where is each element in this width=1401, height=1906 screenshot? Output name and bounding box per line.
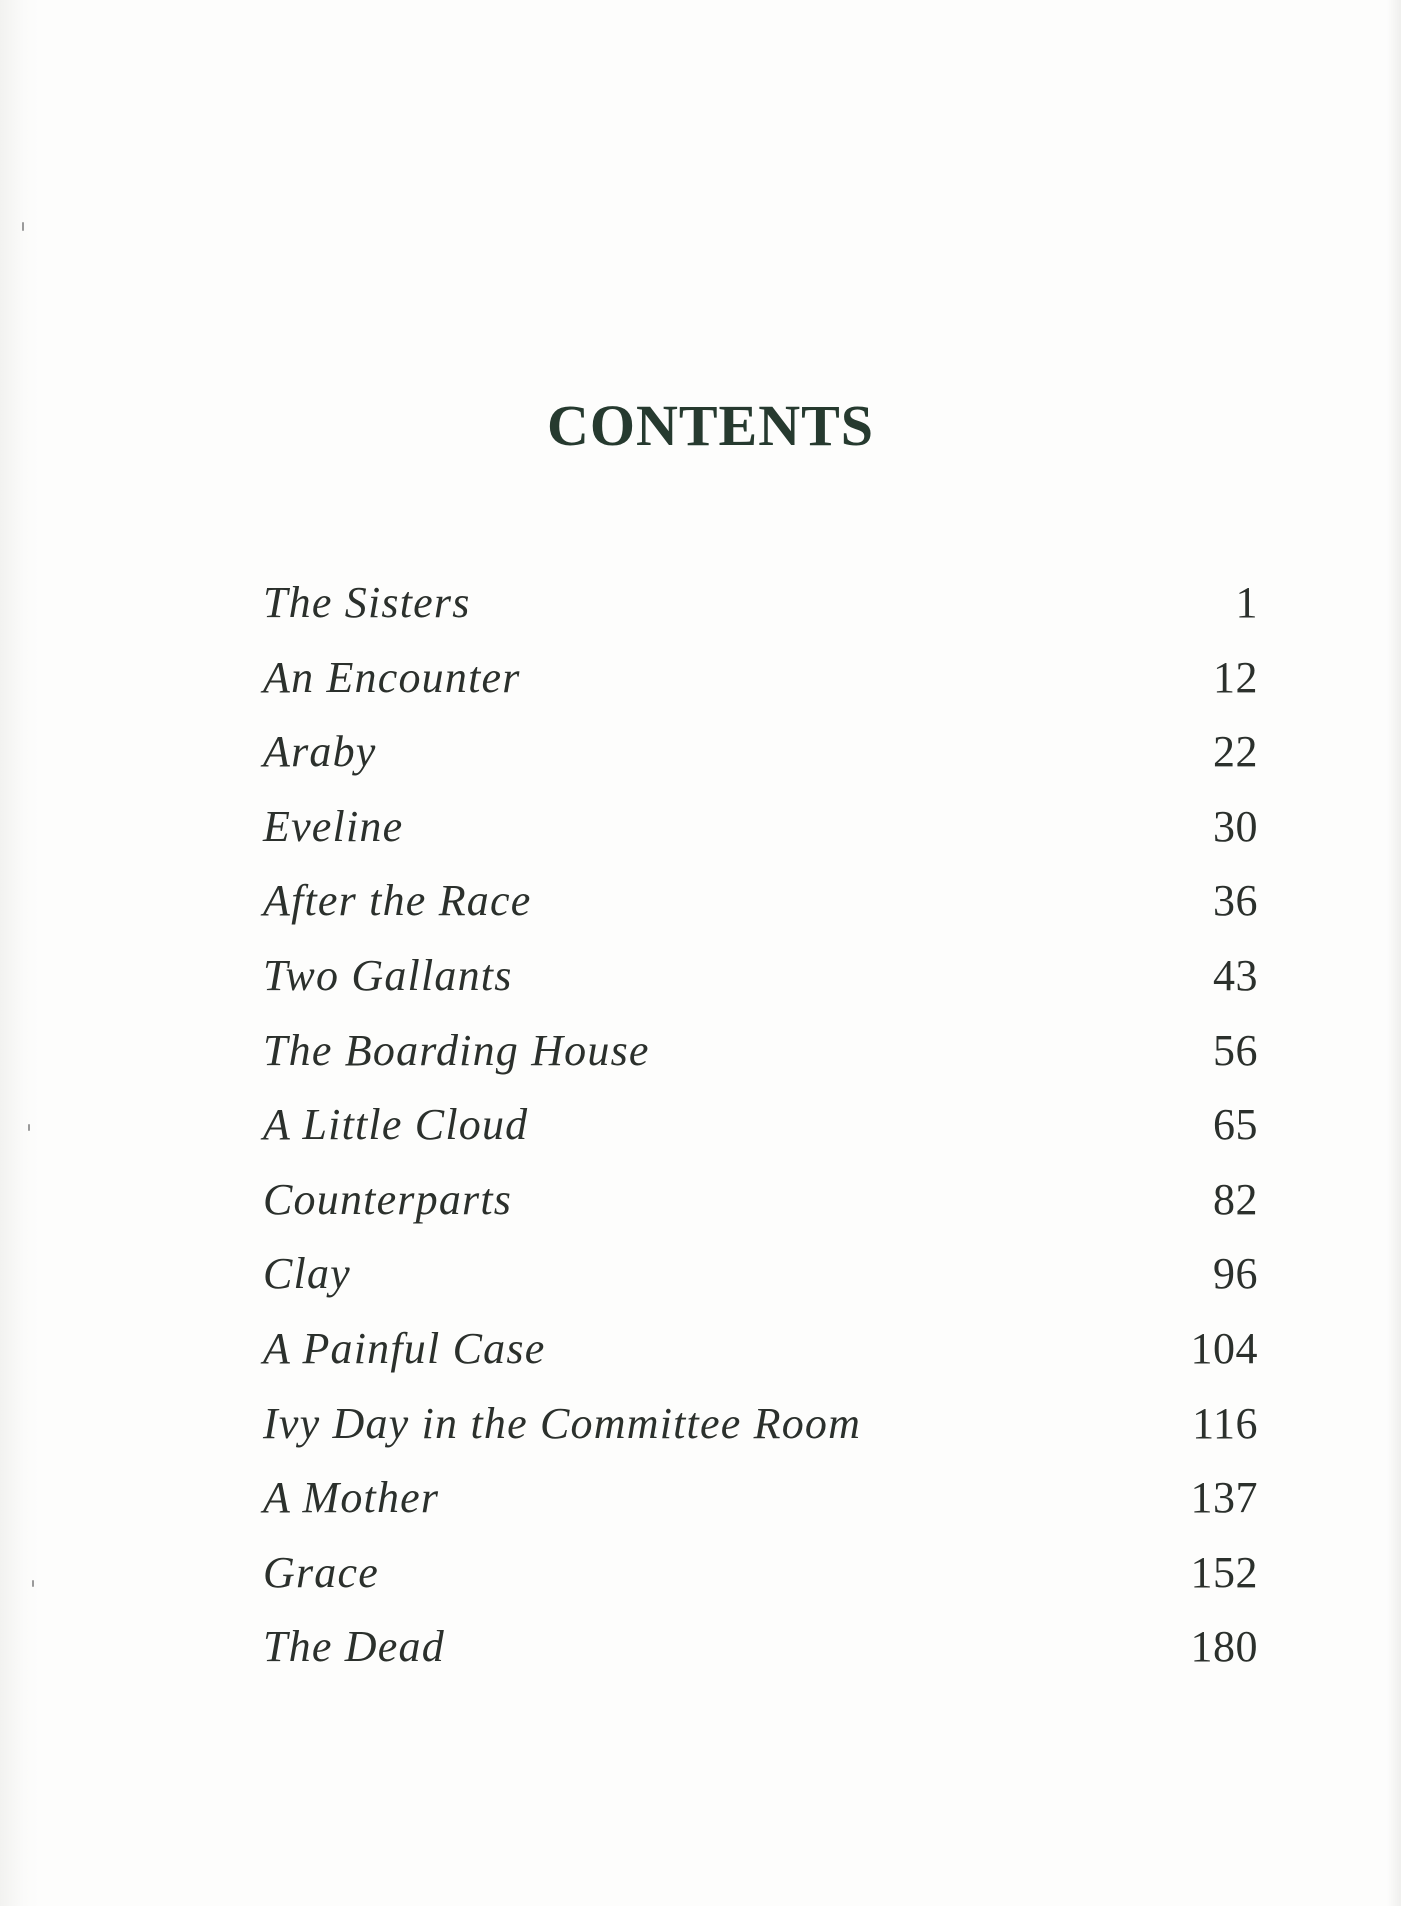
toc-entry-title: Two Gallants [263,950,513,1000]
toc-entry-page: 22 [1213,727,1258,777]
toc-entry-title: A Painful Case [263,1323,546,1373]
toc-entry-title: The Sisters [263,578,471,627]
table-of-contents [263,566,1258,1685]
toc-entry-title: An Encounter [263,652,521,702]
toc-entry-title: Eveline [263,801,404,851]
toc-entry [263,1237,1258,1312]
toc-entry-page: 43 [1213,950,1258,1000]
toc-entry-page: 1 [1235,578,1258,627]
toc-entry [263,1387,1258,1462]
page-title: CONTENTS [546,393,875,458]
toc-entry-page: 65 [1213,1100,1258,1150]
toc-entry-title: Clay [263,1249,351,1299]
toc-entry-page: 36 [1213,876,1258,926]
toc-entry [263,1312,1258,1387]
toc-entry [263,1163,1258,1238]
toc-entry-page: 30 [1213,801,1258,851]
toc-entry-page: 152 [1190,1547,1258,1597]
scan-speck [32,1580,34,1587]
toc-entry-title: After the Race [263,876,532,926]
toc-entry-title: Counterparts [263,1174,513,1224]
toc-entry-title: The Boarding House [263,1025,650,1075]
toc-entry [263,1610,1258,1685]
toc-entry-title: Araby [263,727,377,777]
toc-entry-page: 56 [1213,1025,1258,1075]
toc-entry-page: 180 [1190,1622,1258,1672]
toc-entry-page: 96 [1213,1249,1258,1299]
toc-entry-title: Grace [263,1547,379,1597]
scan-speck [28,1124,30,1131]
toc-entry-page: 12 [1213,652,1258,702]
toc-entry-title: A Mother [263,1473,440,1523]
toc-entry [263,1014,1258,1089]
toc-entry-title: Ivy Day in the Committee Room [263,1398,862,1448]
toc-entry-title: A Little Cloud [263,1100,529,1150]
toc-entry-page: 137 [1190,1473,1258,1523]
toc-entry [263,864,1258,939]
toc-entry [263,1461,1258,1536]
toc-entry-title: The Dead [263,1622,445,1672]
toc-entry [263,1536,1258,1611]
scan-speck [22,222,24,231]
page-left-edge-shadow [0,0,40,1906]
page-right-edge-shadow [1387,0,1401,1906]
toc-entry [263,939,1258,1014]
toc-entry [263,641,1258,716]
toc-entry-page: 104 [1190,1323,1258,1373]
toc-entry-page: 116 [1192,1398,1258,1448]
toc-entry [263,566,1258,641]
toc-entry-page: 82 [1213,1174,1258,1224]
toc-entry [263,790,1258,865]
toc-entry [263,1088,1258,1163]
toc-entry [263,715,1258,790]
